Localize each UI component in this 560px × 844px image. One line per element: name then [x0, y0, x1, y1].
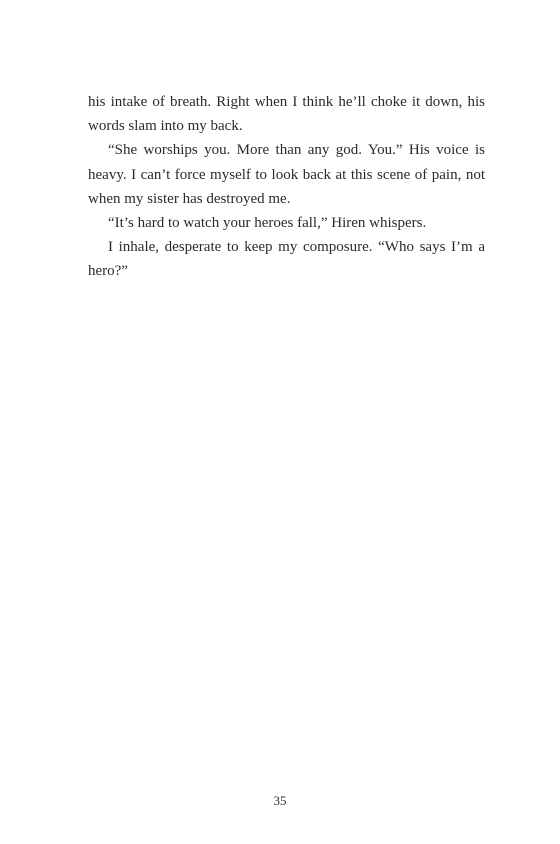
paragraph-3: “It’s hard to watch your heroes fall,” Hiren whispers.	[108, 215, 427, 232]
paragraph-1: his intake of breath. Right when I think he’ll choke it down, his words slam into my back.	[88, 94, 485, 135]
paragraph-4: I inhale, desperate to keep my composure. “Who says I’m a hero?”	[88, 239, 485, 280]
body-text	[88, 90, 485, 284]
page-number: 35	[273, 793, 287, 808]
paragraph-2: “She worships you. More than any god. You.” His voice is heavy. I can’t force myself to look back at this scene of pain, not when my sister has destroyed me.	[88, 142, 485, 207]
